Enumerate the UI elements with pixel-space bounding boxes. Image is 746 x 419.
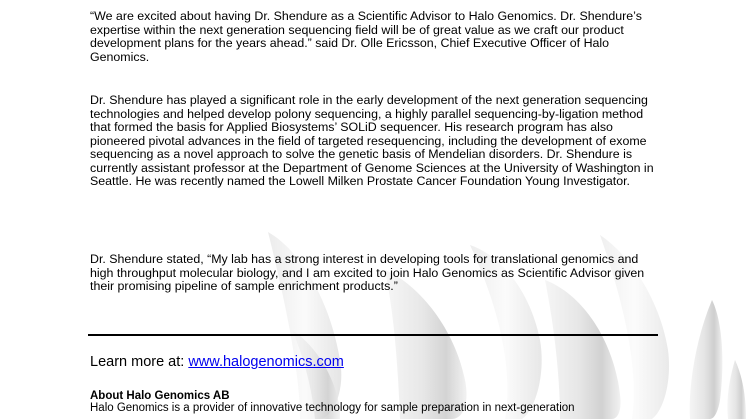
about-heading: About Halo Genomics AB bbox=[90, 390, 230, 402]
learn-more-label: Learn more at: bbox=[90, 354, 189, 370]
paragraph-quote-shendure: Dr. Shendure stated, “My lab has a strong interest in developing tools for translational genomics and high throughput molecular biology, and I am excited to join Halo Genomics as Scientific Advisor given their promising pipeline of sample enrichment products.” bbox=[90, 252, 645, 293]
learn-more-line bbox=[90, 354, 344, 371]
website-link[interactable]: www.halogenomics.com bbox=[188, 354, 344, 370]
horizontal-divider bbox=[88, 334, 658, 336]
paragraph-quote-ceo: “We are excited about having Dr. Shendure as a Scientific Advisor to Halo Genomics. Dr. Shendure’s expertise within the next generation sequencing field will be of great value as we craft our product development plans for the years ahead.” said Dr. Olle Ericsson, Chief Executive Officer of Halo Genomics. bbox=[90, 9, 642, 64]
paragraph-background: Dr. Shendure has played a significant role in the early development of the next generation sequencing technologies and helped develop polony sequencing, a highly parallel sequencing-by-ligation method that formed the basis for Applied Biosystems’ SOLiD sequencer. His research program has also pioneered pivotal advances in the field of targeted resequencing, including the development of exome sequencing as a novel approach to solve the genetic basis of Mendelian disorders. Dr. Shendure is currently assistant professor at the Department of Genome Sciences at the University of Washington in Seattle. He was recently named the Lowell Milken Prostate Cancer Foundation Young Investigator. bbox=[90, 93, 654, 188]
about-text: Halo Genomics is a provider of innovative technology for sample preparation in next-generation bbox=[90, 402, 575, 414]
